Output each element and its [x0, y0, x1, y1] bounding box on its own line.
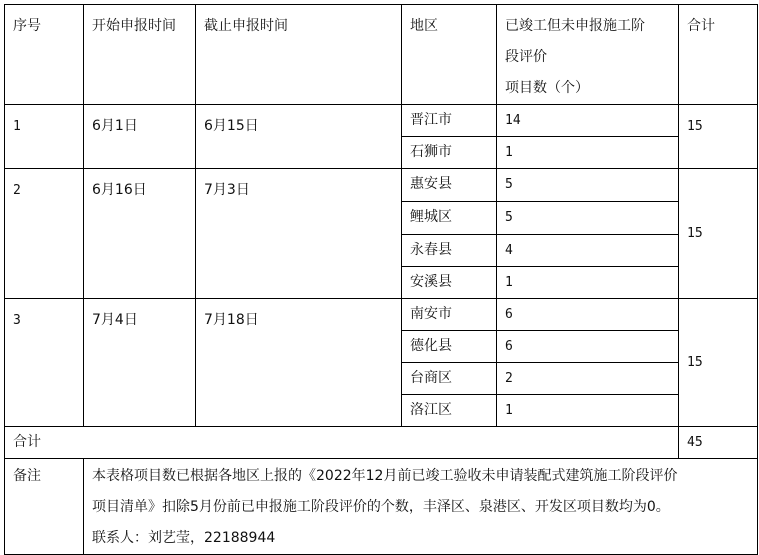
region-cell: 永春县 [402, 235, 497, 267]
header-end-date: 截止申报时间 [196, 5, 402, 105]
header-project-count [497, 5, 679, 105]
group-total: 15 [679, 299, 758, 427]
count-cell: 14 [497, 105, 679, 137]
header-row [5, 5, 758, 105]
region-cell: 惠安县 [402, 169, 497, 202]
count-cell: 6 [497, 299, 679, 331]
region-cell: 晋江市 [402, 105, 497, 137]
remark-label: 备注 [5, 459, 84, 555]
group-end-date: 6月15日 [196, 105, 402, 169]
group-end-date: 7月3日 [196, 169, 402, 299]
count-cell: 2 [497, 363, 679, 395]
header-start-date: 开始申报时间 [84, 5, 196, 105]
table-row [5, 169, 758, 202]
group-seq: 3 [5, 299, 84, 427]
region-cell: 鲤城区 [402, 202, 497, 235]
group-start-date: 6月16日 [84, 169, 196, 299]
header-total: 合计 [679, 5, 758, 105]
group-end-date: 7月18日 [196, 299, 402, 427]
group-total: 15 [679, 105, 758, 169]
remark-line1: 本表格项目数已根据各地区上报的《2022年12月前已竣工验收未申请装配式建筑施工阶段评价 [92, 468, 678, 484]
summary-row [5, 427, 758, 459]
region-cell: 德化县 [402, 331, 497, 363]
count-cell: 1 [497, 137, 679, 169]
region-cell: 石狮市 [402, 137, 497, 169]
count-cell: 1 [497, 267, 679, 299]
count-cell: 1 [497, 395, 679, 427]
group-seq: 2 [5, 169, 84, 299]
header-count-line2: 段评价 [505, 49, 547, 65]
group-start-date: 6月1日 [84, 105, 196, 169]
region-cell: 安溪县 [402, 267, 497, 299]
remark-row [5, 459, 758, 555]
count-cell: 4 [497, 235, 679, 267]
summary-label: 合计 [5, 427, 679, 459]
region-cell: 台商区 [402, 363, 497, 395]
remark-text [84, 459, 758, 555]
table-row [5, 299, 758, 331]
header-region: 地区 [402, 5, 497, 105]
remark-line3: 联系人：刘艺莹，22188944 [92, 530, 276, 546]
group-total: 15 [679, 169, 758, 299]
region-cell: 洛江区 [402, 395, 497, 427]
count-cell: 5 [497, 202, 679, 235]
project-count-table [4, 4, 758, 555]
count-cell: 6 [497, 331, 679, 363]
group-seq: 1 [5, 105, 84, 169]
group-start-date: 7月4日 [84, 299, 196, 427]
summary-value: 45 [679, 427, 758, 459]
header-seq: 序号 [5, 5, 84, 105]
remark-line2: 项目清单》扣除5月份前已申报施工阶段评价的个数，丰泽区、泉港区、开发区项目数均为0。 [92, 499, 670, 515]
table-row [5, 105, 758, 137]
count-cell: 5 [497, 169, 679, 202]
header-count-line3: 项目数（个） [505, 80, 589, 96]
region-cell: 南安市 [402, 299, 497, 331]
header-count-line1: 已竣工但未申报施工阶 [505, 18, 645, 34]
